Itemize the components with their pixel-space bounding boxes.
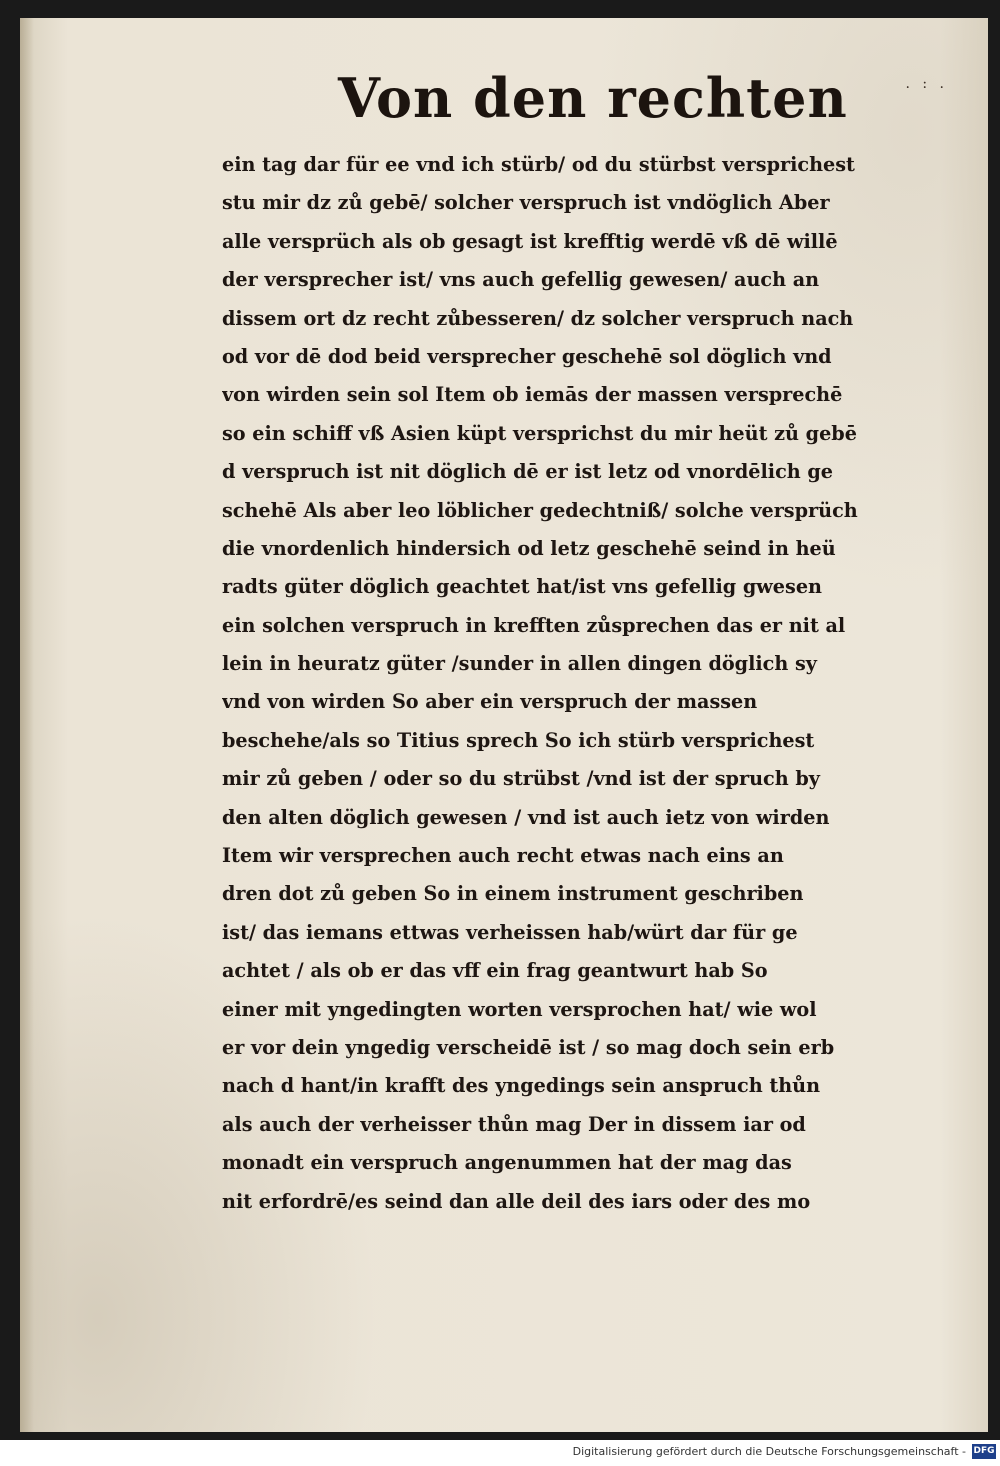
dfg-logo: DFG [972, 1444, 996, 1459]
page-gutter-shadow [20, 18, 34, 1432]
text-line: lein in heuratz güter /sunder in allen dingen döglich sy [222, 652, 817, 676]
text-line: d verspruch ist nit döglich dē er ist letz od vnordēlich ge [222, 460, 834, 484]
text-line: er vor dein yngedig verscheidē ist / so mag doch sein erb [222, 1035, 835, 1059]
footer-bar [0, 1440, 1000, 1466]
text-line: einer mit yngedingten worten versprochen hat/ wie wol [222, 997, 817, 1021]
text-line: vnd von wirden So aber ein verspruch der massen [222, 690, 758, 714]
text-line: ein solchen verspruch in krefften zůsprechen das er nit al [222, 613, 846, 637]
text-line: dren dot zů geben So in einem instrument geschriben [222, 882, 804, 906]
text-line: den alten döglich gewesen / vnd ist auch ietz von wirden [222, 805, 830, 829]
text-line: der versprecher ist/ vns auch gefellig gewesen/ auch an [222, 268, 820, 292]
text-line: dissem ort dz recht zůbesseren/ dz solcher verspruch nach [222, 306, 854, 330]
text-line: als auch der verheisser thůn mag Der in dissem iar od [222, 1112, 806, 1136]
text-line: ein tag dar für ee vnd ich stürb/ od du stürbst versprichest [222, 153, 855, 176]
text-line: schehē Als aber leo löblicher gedechtniß/ solche versprüch [222, 498, 858, 522]
text-line: die vnordenlich hindersich od letz geschehē seind in heü [222, 536, 836, 560]
text-line: Item wir versprechen auch recht etwas nach eins an [222, 844, 784, 868]
text-line: monadt ein verspruch angenummen hat der mag das [222, 1151, 792, 1175]
book-page [20, 18, 988, 1432]
text-line: radts güter döglich geachtet hat/ist vns gefellig gwesen [222, 575, 822, 599]
text-line: von wirden sein sol Item ob iemās der massen versprechē [222, 383, 843, 407]
text-line: achtet / als ob er das vff ein frag geantwurt hab So [222, 959, 768, 983]
text-line: mir zů geben / oder so du strübst /vnd ist der spruch by [222, 767, 820, 791]
text-line: od vor dē dod beid versprecher geschehē sol döglich vnd [222, 344, 832, 368]
text-line: alle versprüch als ob gesagt ist krefftig werdē vß dē willē [222, 229, 838, 253]
corner-marks: . : . [905, 76, 948, 92]
text-line: nit erfordrē/es seind dan alle deil des iars oder des mo [222, 1189, 811, 1213]
text-line: nach d hant/in krafft des yngedings sein anspruch thůn [222, 1074, 821, 1098]
running-head: Von den rechten [338, 66, 848, 130]
funding-credit: Digitalisierung gefördert durch die Deutsche Forschungsgemeinschaft - [572, 1445, 966, 1458]
text-line: ist/ das iemans ettwas verheissen hab/würt dar für ge [222, 920, 798, 944]
text-line: beschehe/als so Titius sprech So ich stürb versprichest [222, 728, 815, 752]
text-line: stu mir dz zů gebē/ solcher verspruch ist vndöglich Aber [222, 191, 830, 215]
text-block [222, 146, 958, 1221]
text-line: so ein schiff vß Asien küpt versprichst du mir heüt zů gebē [222, 421, 857, 445]
